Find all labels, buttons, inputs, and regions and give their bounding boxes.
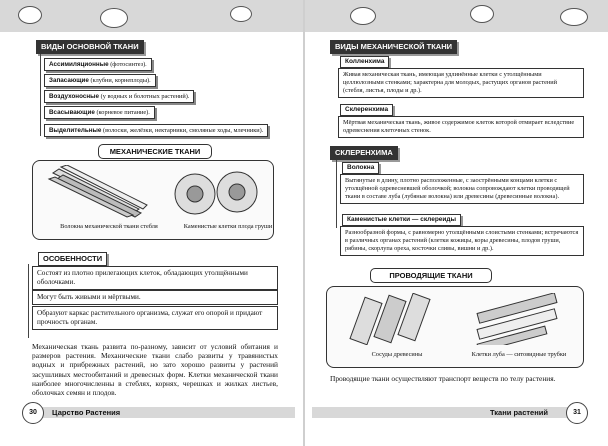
main-type-item: Выделительные (волоски, желёзки, нектарники, смоляные ходы, млечники). [44,124,268,137]
main-type-item: Запасающие (клубни, корнеплоды). [44,74,156,87]
caption-fiber: Волокна механической ткани стебля [60,223,158,230]
connector-line [40,54,41,136]
sclerenchyma-text: Мёртвая механическая ткань, живое содержимое клеток которой отмирает вследствие одревеснения клеточных стенок. [338,116,584,138]
vessels-icon [347,293,447,345]
conductive-figure [326,286,584,368]
cloud-decor [18,6,42,24]
cloud-decor [560,8,588,26]
page-number-right: 31 [566,402,588,424]
cloud-decor [350,7,376,25]
footer-title-left: Царство Растения [52,408,121,417]
caption-stone: Каменистые клетки плода груши [183,223,273,230]
main-types-header: ВИДЫ ОСНОВНОЙ ТКАНИ [36,40,144,54]
main-type-item: Всасывающие (корневое питание). [44,106,155,119]
mech-types-header: ВИДЫ МЕХАНИЧЕСКОЙ ТКАНИ [330,40,457,54]
mech-tissues-banner: МЕХАНИЧЕСКИЕ ТКАНИ [98,144,212,159]
cloud-decor [230,6,252,22]
fibers-title: Волокна [342,162,379,174]
sieve-tubes-icon [467,293,567,345]
cloud-decor [470,5,494,23]
collenchyma-title: Колленхима [340,56,389,68]
feature-2: Могут быть живыми и мёртвыми. [32,290,278,305]
sclerenchyma-header: СКЛЕРЕНХИМА [330,146,398,160]
page-number-left: 30 [22,402,44,424]
features-title: ОСОБЕННОСТИ [38,252,107,266]
connector-line [28,264,29,338]
collenchyma-text: Живая механическая ткань, имеющая удлинённые клетки с утолщёнными целлюлозными стенками; характерна для молодых, растущих органов растений (стебля, листья, плоды и др.). [338,68,584,98]
feature-1: Состоят из плотно прилегающих клеток, обладающих утолщёнными оболочками. [32,266,278,290]
caption-sieve: Клетки луба — ситовидные трубки [471,351,567,358]
stone-title: Каменистые клетки — склереиды [342,214,461,226]
mech-paragraph: Механическая ткань развита по-разному, зависит от условий обитания и размеров растения. Механические ткани слабо развиты у травянистых водных и прибрежных растений, но зато хорошо развиты у растений засушливых местообитаний и древесных форм. Клетки механической ткани наиболее многочисленны в стеблях, корнях, черешках и жилках листьев, оболочках семян и плодов. [32,342,278,398]
page-spine [303,0,305,446]
footer-title-right: Ткани растений [490,408,548,417]
cloud-decor [100,8,128,28]
feature-3: Образуют каркас растительного организма, служат его опорой и придают прочность органам. [32,306,278,330]
sclerenchyma-title: Склеренхима [340,104,393,116]
fiber-bundle-icon [43,165,163,221]
stone-text: Разнообразной формы, с равномерно утолщёнными слоистыми стенками; встречаются в различных органах растений (клетки кожицы, коры древесины, плодов груши, рябины, скорлупа ореха, косточки сливы, вишни и др.). [340,226,584,256]
stone-cells-icon [173,169,261,219]
conductive-paragraph: Проводящие ткани осуществляют транспорт веществ по телу растения. [330,374,556,383]
main-type-item: Воздухоносные (у водных и болотных растений). [44,90,194,103]
main-type-item: Ассимиляционные (фотосинтез). [44,58,152,71]
connector-line [336,160,337,228]
conductive-banner: ПРОВОДЯЩИЕ ТКАНИ [370,268,492,283]
caption-vessels: Сосуды древесины [371,351,423,358]
fibers-text: Вытянутые в длину, плотно расположенные, с заострёнными концами клетки с утолщённой одревесневшей оболочкой; волокна сопровождают клетки проводящей ткани в составе луба (лубяные волокна) или древесины (древесинные волокна). [340,174,584,204]
mech-tissues-figure [32,160,274,240]
